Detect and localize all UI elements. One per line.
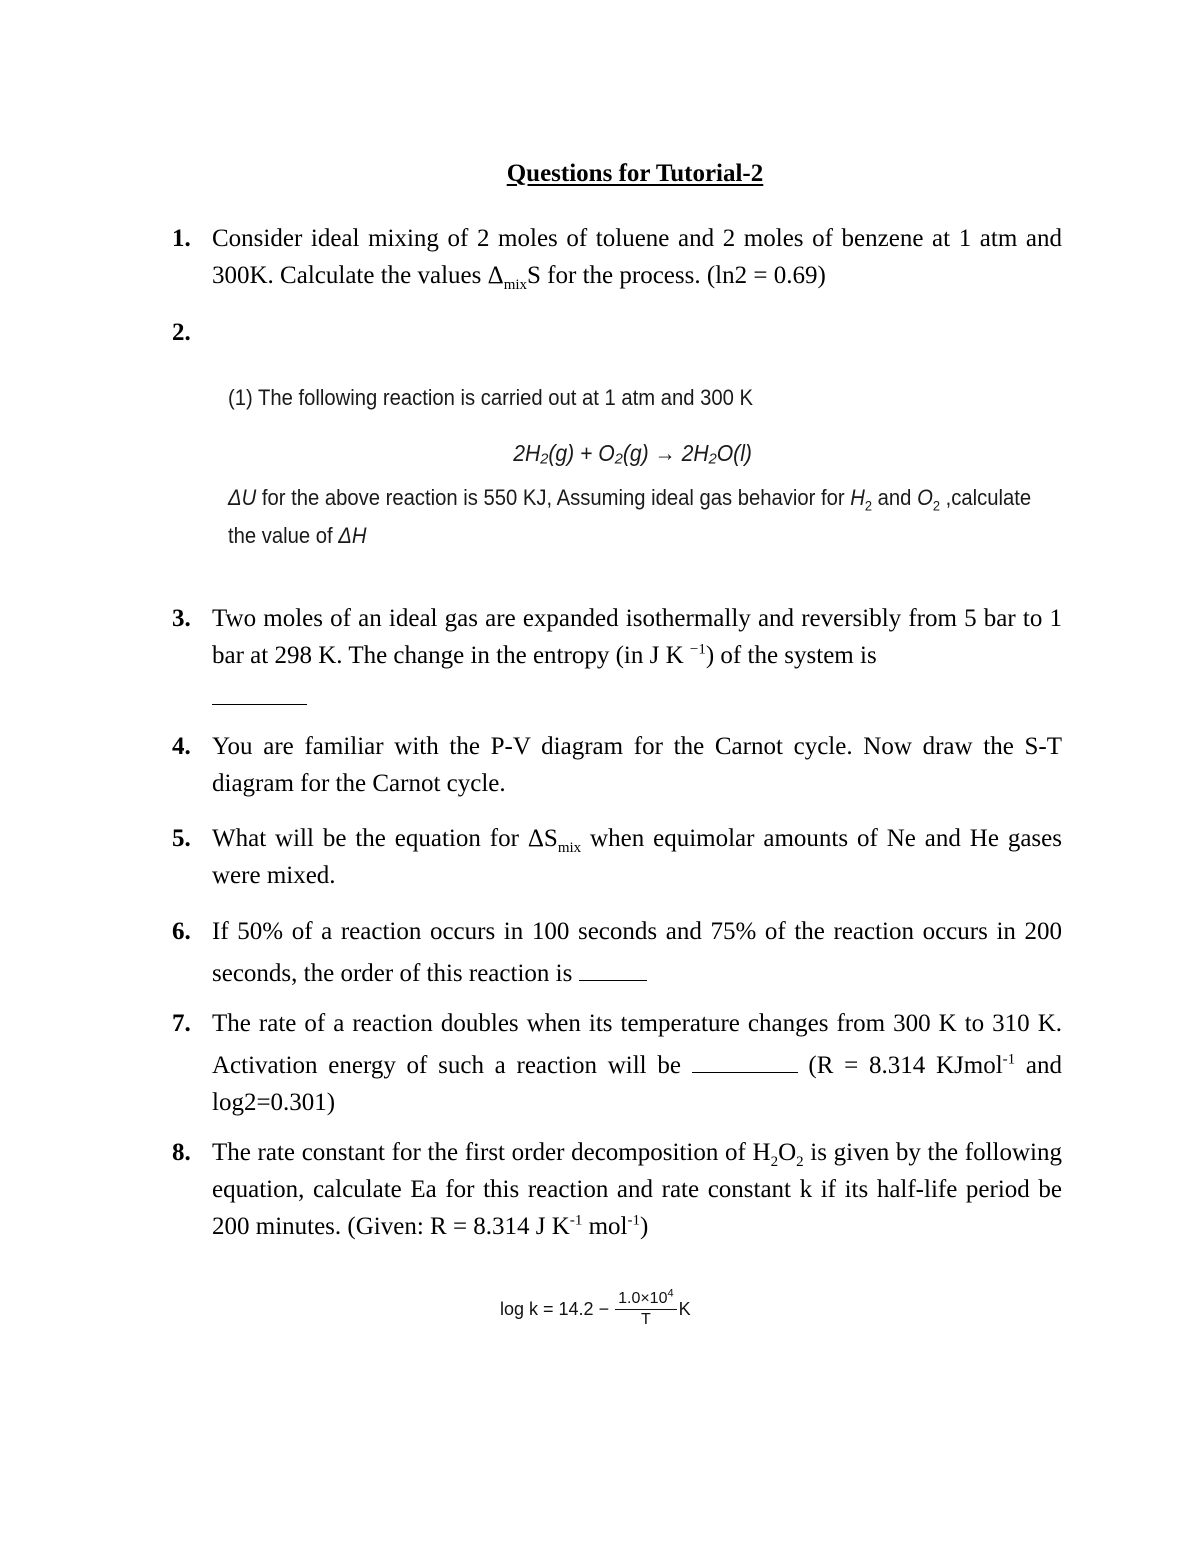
question-6 [172, 913, 1062, 992]
page-title: Questions for Tutorial-2 [506, 160, 764, 187]
reaction-equation: 2H₂(g) + O₂(g) → 2H₂O(l) [513, 440, 752, 466]
rate-constant-equation [500, 1287, 691, 1329]
question-2-line: the value of ΔH [228, 523, 367, 548]
question-3 [172, 600, 1062, 716]
question-number: 6. [172, 918, 191, 945]
question-text: What will be the equation for $\Delta S_{mix}$ when equimolar amounts of Ne and He gases were mixed. [212, 825, 1062, 889]
equation-fraction [615, 1287, 677, 1329]
question-number: 1. [172, 225, 191, 252]
question-number: 8. [172, 1139, 191, 1166]
question-text: The rate of a reaction doubles when its temperature changes from 300 K to 310 K. Activation energy of such a reaction will be (R = 8.314 KJmol$^{-1}$ and log2=0.301) [212, 1010, 1062, 1116]
answer-blank [692, 1042, 798, 1073]
question-2-line: ΔU for the above reaction is 550 KJ, Assuming ideal gas behavior for $H_2$ and $O_2$ ,calculate [228, 485, 1032, 514]
question-text: Consider ideal mixing of 2 moles of toluene and 2 moles of benzene at 1 atm and 300K. Calculate the values $\Delta_{mix}S$ for the process. (ln2 = 0.69) [212, 225, 1062, 293]
question-number: 2. [172, 319, 191, 346]
question-5 [172, 820, 1062, 894]
question-text: Two moles of an ideal gas are expanded isothermally and reversibly from 5 bar to 1 bar at 298 K. The change in the entropy (in J K $^{-1}$) of the system is [212, 600, 1062, 716]
question-number: 5. [172, 825, 191, 852]
question-text: You are familiar with the P-V diagram for the Carnot cycle. Now draw the S-T diagram for the Carnot cycle. [212, 733, 1062, 797]
question-number: 3. [172, 605, 191, 632]
question-1 [172, 220, 1062, 294]
fraction-denominator: T [640, 1311, 651, 1328]
answer-blank [212, 674, 307, 705]
question-2-line: (1) The following reaction is carried out at 1 atm and 300 K [228, 385, 754, 410]
question-text: If 50% of a reaction occurs in 100 seconds and 75% of the reaction occurs in 200 seconds, the order of this reaction is [212, 918, 1062, 987]
question-4 [172, 728, 1062, 802]
question-text: The rate constant for the first order decomposition of $H_2O_2$ is given by the following equation, calculate Ea for this reaction and rate constant k if its half-life period be 200 minutes. (Given: R = 8.314 J $K^{-1}$ mol$^{-1}$) [212, 1139, 1062, 1240]
question-8 [172, 1134, 1062, 1245]
question-number: 7. [172, 1010, 191, 1037]
fraction-numerator: $1.0\times 10^4$ [615, 1290, 677, 1310]
question-7 [172, 1005, 1062, 1121]
equation-lhs: log k = 14.2 − [500, 1299, 610, 1319]
equation-suffix: K [678, 1299, 691, 1319]
answer-blank [579, 950, 647, 981]
question-number: 4. [172, 733, 191, 760]
